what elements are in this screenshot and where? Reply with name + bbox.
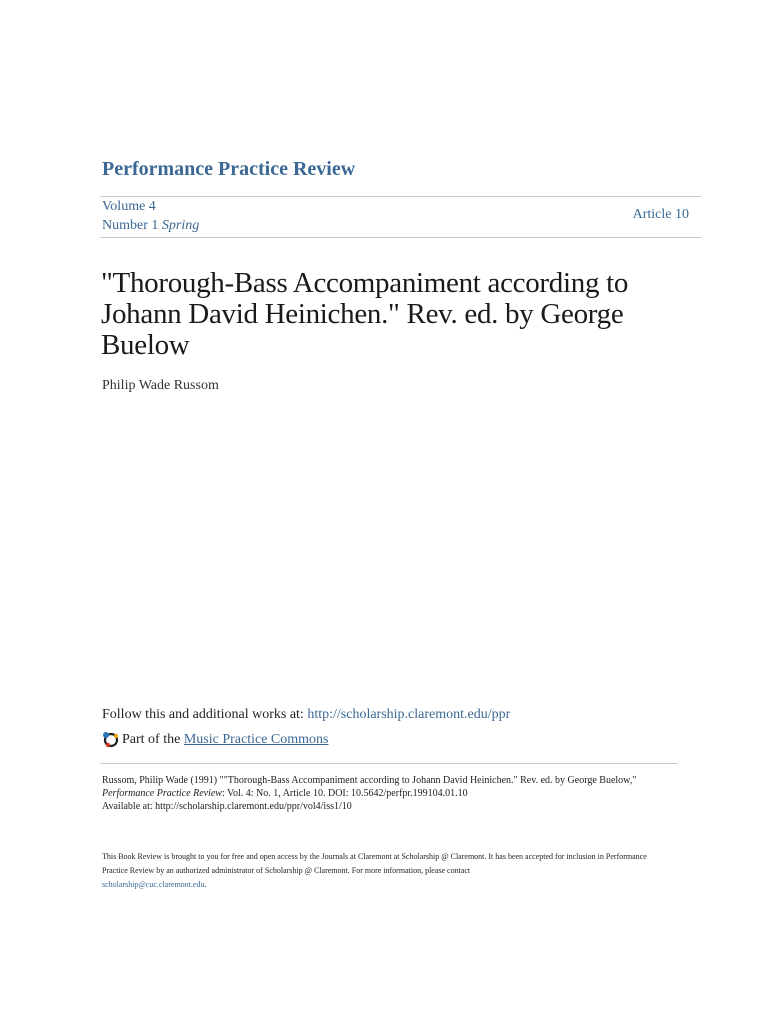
- follow-label: Follow this and additional works at:: [102, 707, 304, 722]
- citation-line-3: Available at: http://scholarship.claremont.edu/ppr/vol4/iss1/10: [102, 801, 352, 812]
- citation-journal: Performance Practice Review: [102, 788, 222, 799]
- follow-line: [102, 707, 510, 723]
- music-practice-commons-link[interactable]: Music Practice Commons: [183, 732, 329, 747]
- divider-citation: [100, 763, 678, 764]
- divider-bottom: [100, 237, 701, 238]
- citation-line-1: Russom, Philip Wade (1991) ""Thorough-Bass Accompaniment according to Johann David Heinichen." Rev. ed. by George Buelow,": [102, 775, 637, 786]
- access-notice: [102, 850, 662, 892]
- volume-link[interactable]: Volume 4: [102, 199, 156, 214]
- notice-end: .: [204, 880, 207, 889]
- citation-details: : Vol. 4: No. 1, Article 10. DOI: 10.5642/perfpr.199104.01.10: [221, 788, 468, 799]
- author-name: Philip Wade Russom: [102, 378, 219, 393]
- divider-top: [100, 196, 701, 197]
- collection-url-link[interactable]: http://scholarship.claremont.edu/ppr: [307, 707, 511, 722]
- issue-season: Spring: [161, 218, 200, 233]
- article-title: "Thorough-Bass Accompaniment according to Johann David Heinichen." Rev. ed. by George Buelow: [101, 267, 629, 361]
- citation-block: [102, 774, 702, 813]
- issue-number-link[interactable]: [102, 218, 199, 234]
- issue-number: Number 1: [102, 218, 159, 233]
- journal-title-link[interactable]: Performance Practice Review: [102, 158, 356, 180]
- commons-network-icon: [102, 731, 120, 749]
- notice-text: This Book Review is brought to you for free and open access by the Journals at Claremont at Scholarship @ Claremont. It has been accepted for inclusion in Performance Practice Review by an authorized administrator of Scholarship @ Claremont. For more information, please contact: [102, 852, 647, 875]
- article-number-link[interactable]: Article 10: [632, 207, 689, 222]
- contact-email-link[interactable]: scholarship@cuc.claremont.edu: [102, 880, 205, 889]
- part-of-line: [102, 731, 328, 749]
- citation-line-2: [102, 787, 702, 800]
- part-of-label: Part of the: [122, 732, 181, 747]
